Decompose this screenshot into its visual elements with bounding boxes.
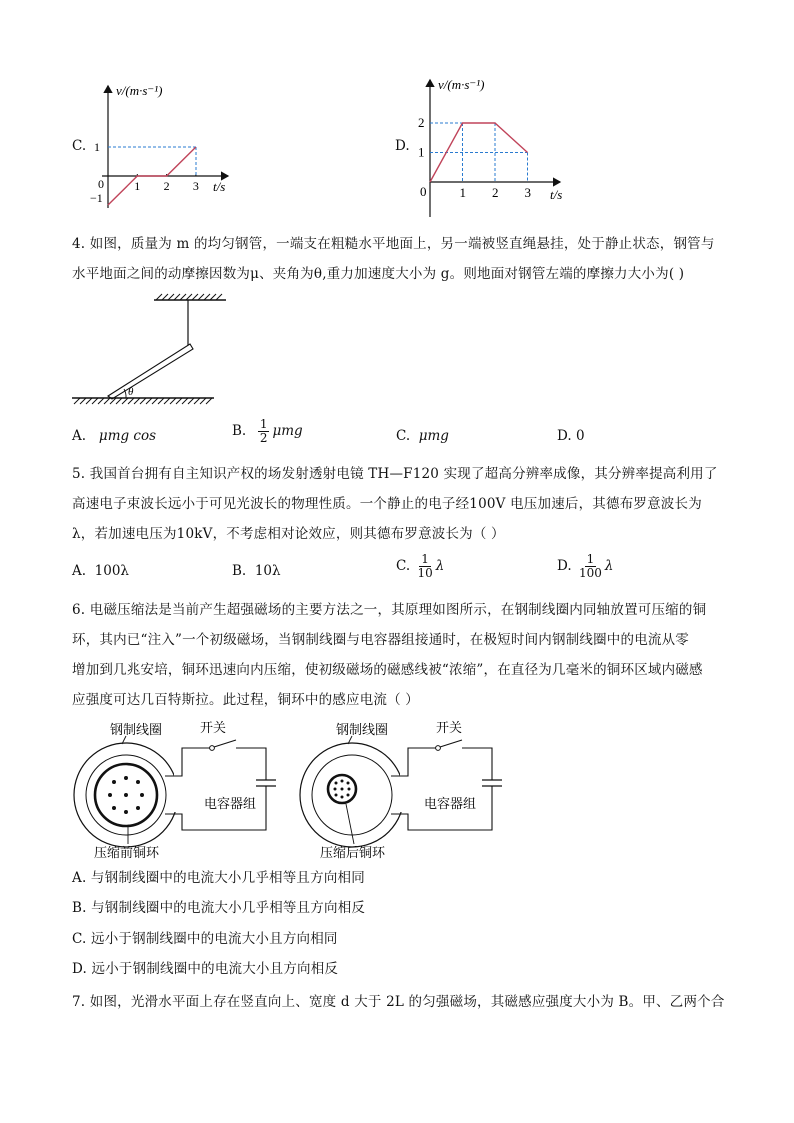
tick-x-label: 1 xyxy=(459,185,466,200)
q4-line-2: 水平地面之间的动摩擦因数为μ、夹角为θ,重力加速度大小为 g。则地面对钢管左端的摩擦力大小为( ) xyxy=(72,266,685,282)
origin-label: 0 xyxy=(420,184,427,199)
graph-c-velocity-time xyxy=(88,78,248,213)
q5-option-b: B. 10λ xyxy=(232,563,281,579)
option-d-label: D. xyxy=(395,138,410,154)
tick-y-1: 1 xyxy=(94,140,100,154)
q6-option-b: B. 与钢制线圈中的电流大小几乎相等且方向相反 xyxy=(72,900,366,916)
y-axis-label: v/(m·s⁻¹) xyxy=(438,77,485,92)
q6-diagram-after xyxy=(296,718,526,864)
q4-option-c: C. μmg xyxy=(396,428,449,444)
tick-x-label: 1 xyxy=(134,179,141,193)
q4-option-b: B. $\frac{1}{2}$ μmg xyxy=(232,417,303,445)
tick-y-neg1: −1 xyxy=(90,191,103,205)
q4-line-1: 4. 如图，质量为 m 的均匀钢管，一端支在粗糙水平地面上，另一端被竖直绳悬挂，处于静止状态，钢管与 xyxy=(72,236,715,252)
q6-option-c: C. 远小于钢制线圈中的电流大小且方向相同 xyxy=(72,931,338,947)
origin-label: 0 xyxy=(98,177,104,191)
tick-x-label: 3 xyxy=(524,185,531,200)
q5-option-c: C. $\frac{1}{10}$ λ xyxy=(396,552,445,580)
graph-d-velocity-time xyxy=(410,72,580,222)
coil-label: 钢制线圈 xyxy=(110,722,163,737)
q6-diagram-before xyxy=(70,718,300,864)
tick-x-label: 2 xyxy=(492,185,499,200)
x-axis-label: t/s xyxy=(550,187,563,202)
q4-option-d: D. 0 xyxy=(557,428,585,444)
switch-label: 开关 xyxy=(436,720,463,735)
q5-option-d: D. $\frac{1}{100}$ λ xyxy=(557,552,614,580)
q5-line-2: 高速电子束波长远小于可见光波长的物理性质。一个静止的电子经100V 电压加速后，其德布罗意波长为 xyxy=(72,496,702,512)
switch xyxy=(440,740,462,747)
angle-label: θ xyxy=(128,386,134,398)
q5-line-3: λ，若加速电压为10kV，不考虑相对论效应，则其德布罗意波长为（ ） xyxy=(72,526,505,542)
capacitor-label: 电容器组 xyxy=(424,796,477,811)
tick-y-label: 2 xyxy=(418,115,425,130)
q5-line-1: 5. 我国首台拥有自主知识产权的场发射透射电镜 TH—F120 实现了超高分辨率成像，其分辨率提高利用了 xyxy=(72,466,718,482)
switch xyxy=(214,740,236,747)
q4-option-a: A. μmg cos xyxy=(72,428,157,444)
steel-coil-inner xyxy=(312,755,392,835)
q6-line-4: 应强度可达几百特斯拉。此过程，铜环中的感应电流（ ） xyxy=(72,692,419,708)
q6-line-2: 环，其内已“注入”一个初级磁场，当钢制线圈与电容器组接通时，在极短时间内钢制线圈中的电流从零 xyxy=(72,632,690,648)
tick-x-label: 3 xyxy=(192,179,199,193)
capacitor-label: 电容器组 xyxy=(204,796,257,811)
x-axis-label: t/s xyxy=(213,179,226,194)
tick-y-label: 1 xyxy=(418,144,425,160)
q4-steel-pipe-diagram xyxy=(70,292,230,407)
q6-line-1: 6. 电磁压缩法是当前产生超强磁场的主要方法之一，其原理如图所示，在钢制线圈内同轴放置可压缩的铜 xyxy=(72,602,707,618)
q7-line-1: 7. 如图，光滑水平面上存在竖直向上、宽度 d 大于 2L 的匀强磁场，其磁感应强度大小为 B。甲、乙两个合 xyxy=(72,994,725,1010)
coil-label: 钢制线圈 xyxy=(336,722,389,737)
steel-coil-outer xyxy=(300,743,404,847)
ring-label: 压缩前铜环 xyxy=(94,845,160,860)
y-axis-label: v/(m·s⁻¹) xyxy=(116,83,163,98)
option-c-label: C. xyxy=(72,138,87,154)
switch-label: 开关 xyxy=(200,720,227,735)
q6-option-d: D. 远小于钢制线圈中的电流大小且方向相反 xyxy=(72,961,339,977)
q6-line-3: 增加到几兆安培，铜环迅速向内压缩，使初级磁场的磁感线被“浓缩”，在直径为几毫米的铜环区域内磁感 xyxy=(72,662,703,678)
steel-pipe xyxy=(108,344,193,399)
q6-option-a: A. 与钢制线圈中的电流大小几乎相等且方向相同 xyxy=(72,870,365,886)
ring-label: 压缩后铜环 xyxy=(320,845,386,860)
tick-x-label: 2 xyxy=(163,179,170,193)
q5-option-a: A. 100λ xyxy=(72,563,129,579)
